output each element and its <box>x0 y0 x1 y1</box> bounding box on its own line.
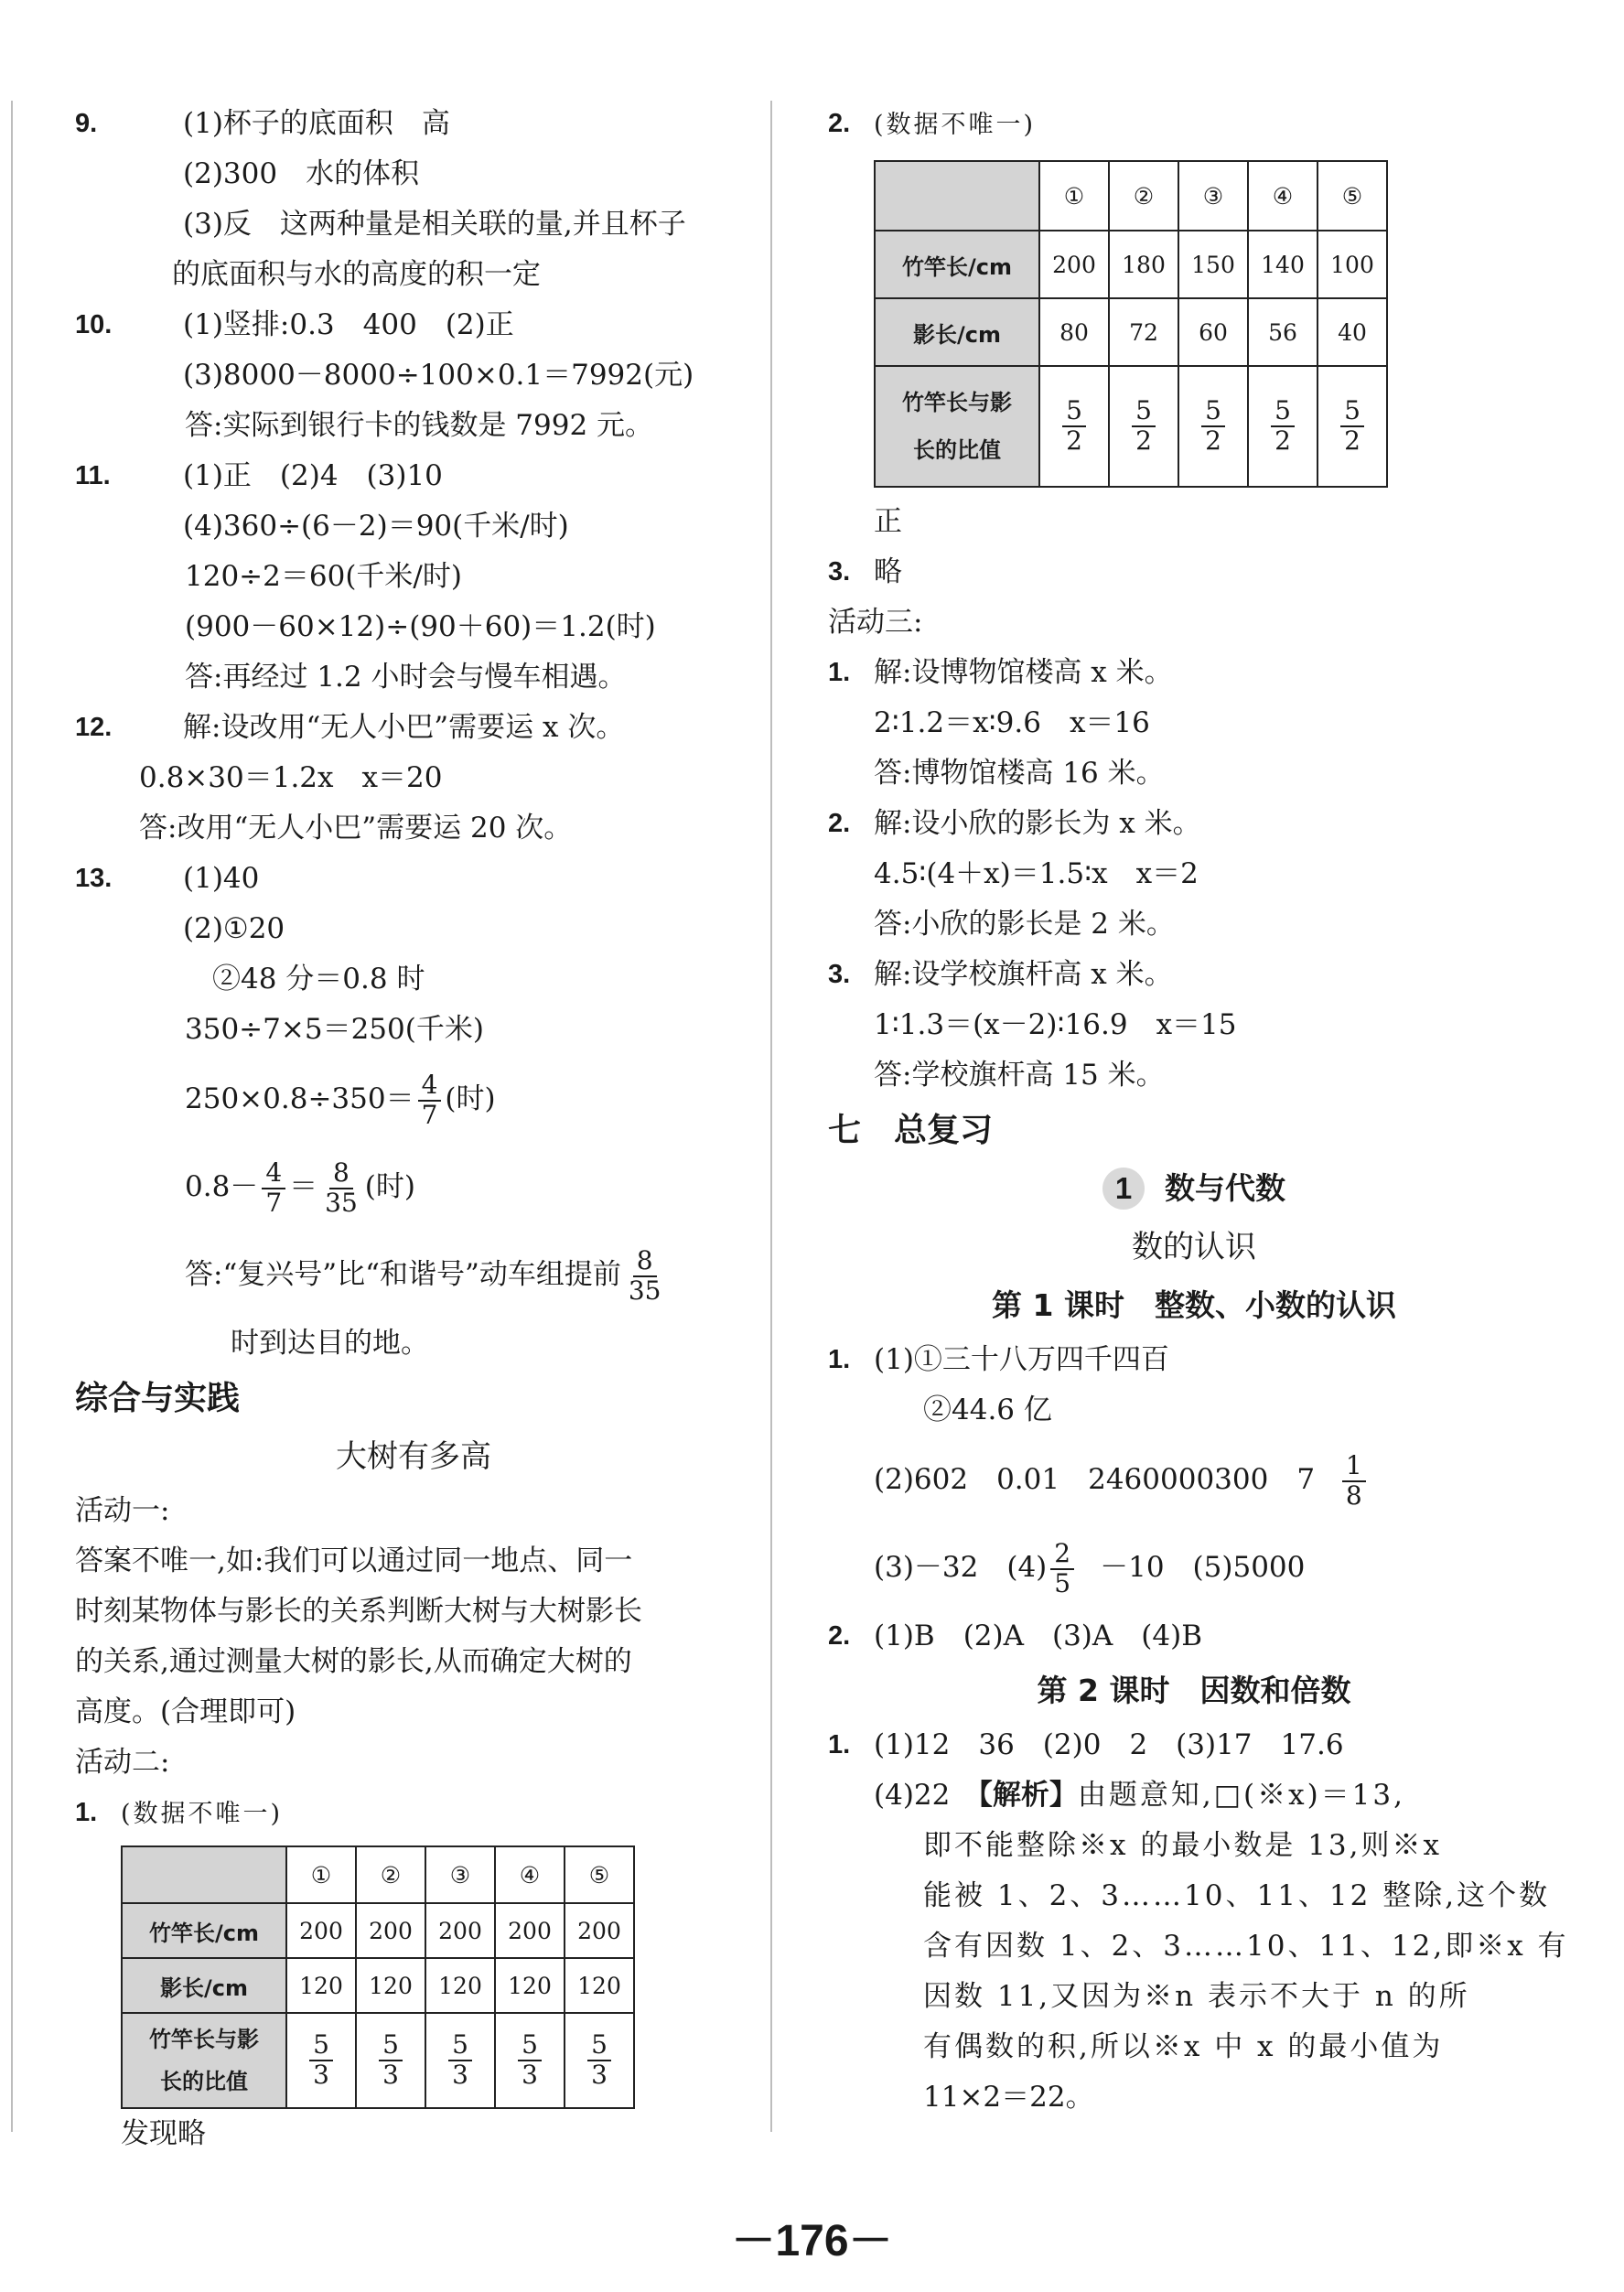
table-cell: 60 <box>1178 298 1248 366</box>
table-cell: 200 <box>565 1903 634 1958</box>
table-corner <box>122 1846 286 1903</box>
a3-answer: 答:学校旗杆高 15 米。 <box>874 1059 1165 1092</box>
lesson-title: 第 2 课时 因数和倍数 <box>1037 1673 1351 1708</box>
a1-answer: 答:博物馆楼高 16 米。 <box>874 757 1165 790</box>
activity-label: 活动一: <box>75 1494 170 1527</box>
q12-answer: 答:改用“无人小巴”需要运 20 次。 <box>139 812 573 845</box>
l2q1-line: 即不能整除※x 的最小数是 13,则※x <box>923 1829 1442 1862</box>
table-cell: 100 <box>1317 231 1387 298</box>
table-cell: 120 <box>565 1958 634 2013</box>
table-row-label: 竹竿长与影 长的比值 <box>875 366 1039 487</box>
activity-label: 活动二: <box>75 1746 170 1779</box>
table-cell: 140 <box>1248 231 1317 298</box>
q13-fraction-line: 250×0.8÷350＝ $\frac{4}{7}$ (时) <box>185 1069 496 1130</box>
q9-line: (3)反 这两种量是相关联的量,并且杯子 <box>183 208 686 241</box>
l2q1-line: 有偶数的积,所以※x 中 x 的最小值为 <box>923 2030 1444 2063</box>
fraction: $\frac{4}{7}$ <box>418 1071 442 1130</box>
a2-answer: 答:小欣的影长是 2 米。 <box>874 908 1175 941</box>
l1q1-line: ②44.6 亿 <box>923 1393 1052 1426</box>
analysis-tag: 【解析】 <box>978 1779 1078 1812</box>
table-cell: 120 <box>495 1958 565 2013</box>
data-table <box>121 1845 635 2109</box>
table-header: ② <box>1109 161 1178 231</box>
q3-line: 3. 略 <box>828 555 902 588</box>
table-cell: $\frac{5}{2}$ <box>1248 366 1317 487</box>
left-column <box>75 99 752 2159</box>
table-cell: $\frac{5}{3}$ <box>356 2013 425 2108</box>
a2-line: 2. 解:设小欣的影长为 x 米。 <box>828 807 1201 840</box>
table-cell: 200 <box>356 1903 425 1958</box>
table-header: ③ <box>425 1846 495 1903</box>
a2-line: 4.5∶(4＋x)＝1.5∶x x＝2 <box>874 857 1199 890</box>
table-cell: 200 <box>1039 231 1109 298</box>
table-header: ⑤ <box>1317 161 1387 231</box>
table-cell: 120 <box>356 1958 425 2013</box>
l2q1-line: 1. (1)12 36 (2)0 2 (3)17 17.6 <box>828 1728 1344 1761</box>
q10-line: 10. (1)竖排:0.3 400 (2)正 <box>75 308 514 341</box>
table-cell: 120 <box>286 1958 356 2013</box>
activity-label: 活动三: <box>828 606 923 639</box>
q9-line: 的底面积与水的高度的积一定 <box>172 258 541 291</box>
l2q1-line: 11×2＝22。 <box>923 2081 1094 2114</box>
table-header: ④ <box>1248 161 1317 231</box>
table-row-label: 竹竿长与影 长的比值 <box>122 2013 286 2108</box>
q12-line: 0.8×30＝1.2x x＝20 <box>139 761 443 794</box>
a1-line: 1. 解:设博物馆楼高 x 米。 <box>828 656 1173 689</box>
paragraph-line: 高度。(合理即可) <box>75 1695 296 1728</box>
q9-line: (2)300 水的体积 <box>183 157 420 190</box>
topic-title: 数的认识 <box>1132 1229 1256 1265</box>
column-divider <box>770 101 772 2132</box>
table-header: ② <box>356 1846 425 1903</box>
table-header: ① <box>286 1846 356 1903</box>
q1-line: 1. (数据不唯一) <box>75 1798 284 1828</box>
q13-fraction-line: 0.8－ $\frac{4}{7}$ ＝ $\frac{8}{35}$ (时) <box>185 1157 415 1218</box>
table-header: ① <box>1039 161 1109 231</box>
lesson-title: 第 1 课时 整数、小数的认识 <box>992 1287 1396 1323</box>
table-cell: 200 <box>495 1903 565 1958</box>
table-cell: $\frac{5}{3}$ <box>565 2013 634 2108</box>
paragraph-line: 答案不唯一,如:我们可以通过同一地点、同一 <box>75 1544 633 1577</box>
q11-line: (4)360÷(6－2)＝90(千米/时) <box>183 510 569 543</box>
q13-line: (2)①20 <box>183 912 285 945</box>
table-header: ④ <box>495 1846 565 1903</box>
table-cell: $\frac{5}{2}$ <box>1317 366 1387 487</box>
q11-answer: 答:再经过 1.2 小时会与慢车相遇。 <box>185 661 627 694</box>
table-row-label: 影长/cm <box>122 1958 286 2013</box>
q13-answer: 答:“复兴号”比“和谐号”动车组提前 $\frac{8}{35}$ <box>75 1231 752 1318</box>
l1q1-line: (3)－32 (4) $\frac{2}{5}$ －10 (5)5000 <box>874 1537 1306 1598</box>
paragraph-line: 时刻某物体与影长的关系判断大树与大树影长 <box>75 1595 642 1628</box>
table-cell: 200 <box>425 1903 495 1958</box>
q13-answer: 时到达目的地。 <box>231 1327 429 1360</box>
q9-line: 9. (1)杯子的底面积 高 <box>75 107 450 140</box>
data-table <box>874 160 1388 488</box>
q10-answer: 答:实际到银行卡的钱数是 7992 元。 <box>185 409 654 442</box>
l1q2-line: 2. (1)B (2)A (3)A (4)B <box>828 1619 1202 1652</box>
q2-line: 2. (数据不唯一) <box>828 109 1037 139</box>
l2q1-line: 能被 1、2、3……10、11、12 整除,这个数 <box>923 1879 1551 1912</box>
q12-line: 12. 解:设改用“无人小巴”需要运 x 次。 <box>75 711 625 744</box>
paragraph-line: 的关系,通过测量大树的影长,从而确定大树的 <box>75 1645 632 1678</box>
table-cell: 80 <box>1039 298 1109 366</box>
fraction: $\frac{8}{35}$ <box>628 1244 661 1306</box>
section-heading: 1 数与代数 <box>828 1159 1560 1218</box>
table-cell: 150 <box>1178 231 1248 298</box>
table-cell: 56 <box>1248 298 1317 366</box>
section-title: 综合与实践 <box>75 1379 241 1416</box>
page-number: －176－ <box>731 2217 893 2265</box>
table-row-label: 竹竿长/cm <box>122 1903 286 1958</box>
table-cell: $\frac{5}{3}$ <box>425 2013 495 2108</box>
section-subtitle: 大树有多高 <box>336 1438 491 1475</box>
l2q1-line: 因数 11,又因为※n 表示不大于 n 的所 <box>923 1980 1470 2013</box>
table-header: ③ <box>1178 161 1248 231</box>
l2q1-line: (4)22 【解析】由题意知,□(※x)＝13, <box>874 1779 1405 1812</box>
fraction: $\frac{2}{5}$ <box>1050 1540 1074 1598</box>
table-corner <box>875 161 1039 231</box>
table-cell: 72 <box>1109 298 1178 366</box>
fraction: $\frac{4}{7}$ <box>262 1159 285 1218</box>
q11-line: 11. (1)正 (2)4 (3)10 <box>75 459 443 492</box>
table-cell: 200 <box>286 1903 356 1958</box>
l2q1-line: 含有因数 1、2、3……10、11、12,即※x 有 <box>923 1930 1569 1963</box>
table-cell: $\frac{5}{2}$ <box>1039 366 1109 487</box>
fraction: $\frac{8}{35}$ <box>325 1157 358 1218</box>
a3-line: 3. 解:设学校旗杆高 x 米。 <box>828 958 1173 991</box>
table-cell: $\frac{5}{3}$ <box>286 2013 356 2108</box>
chapter-title: 七 总复习 <box>828 1111 994 1148</box>
right-column <box>828 99 1569 2123</box>
fraction: $\frac{1}{8}$ <box>1342 1452 1366 1511</box>
conclusion-text: 发现略 <box>121 2117 206 2150</box>
table-row-label: 影长/cm <box>875 298 1039 366</box>
a3-line: 1∶1.3＝(x－2)∶16.9 x＝15 <box>874 1008 1237 1041</box>
a1-line: 2∶1.2＝x∶9.6 x＝16 <box>874 706 1150 739</box>
table-cell: $\frac{5}{2}$ <box>1178 366 1248 487</box>
q13-line: 350÷7×5＝250(千米) <box>185 1013 484 1046</box>
table-cell: $\frac{5}{3}$ <box>495 2013 565 2108</box>
l1q1-line: (2)602 0.01 2460000300 7 $\frac{1}{8}$ <box>828 1436 1560 1523</box>
section-number-badge: 1 <box>1102 1168 1145 1210</box>
conclusion-text: 正 <box>874 505 902 538</box>
q13-line: ②48 分＝0.8 时 <box>212 963 425 995</box>
q13-line: 13. (1)40 <box>75 862 260 895</box>
table-cell: $\frac{5}{2}$ <box>1109 366 1178 487</box>
l1q1-line: 1. (1)①三十八万四千四百 <box>828 1343 1169 1376</box>
q11-line: (900－60×12)÷(90＋60)＝1.2(时) <box>185 610 656 643</box>
table-cell: 120 <box>425 1958 495 2013</box>
q11-line: 120÷2＝60(千米/时) <box>185 560 462 593</box>
column-divider <box>11 101 13 2132</box>
table-header: ⑤ <box>565 1846 634 1903</box>
table-cell: 180 <box>1109 231 1178 298</box>
q10-line: (3)8000－8000÷100×0.1＝7992(元) <box>183 359 694 392</box>
table-row-label: 竹竿长/cm <box>875 231 1039 298</box>
table-cell: 40 <box>1317 298 1387 366</box>
